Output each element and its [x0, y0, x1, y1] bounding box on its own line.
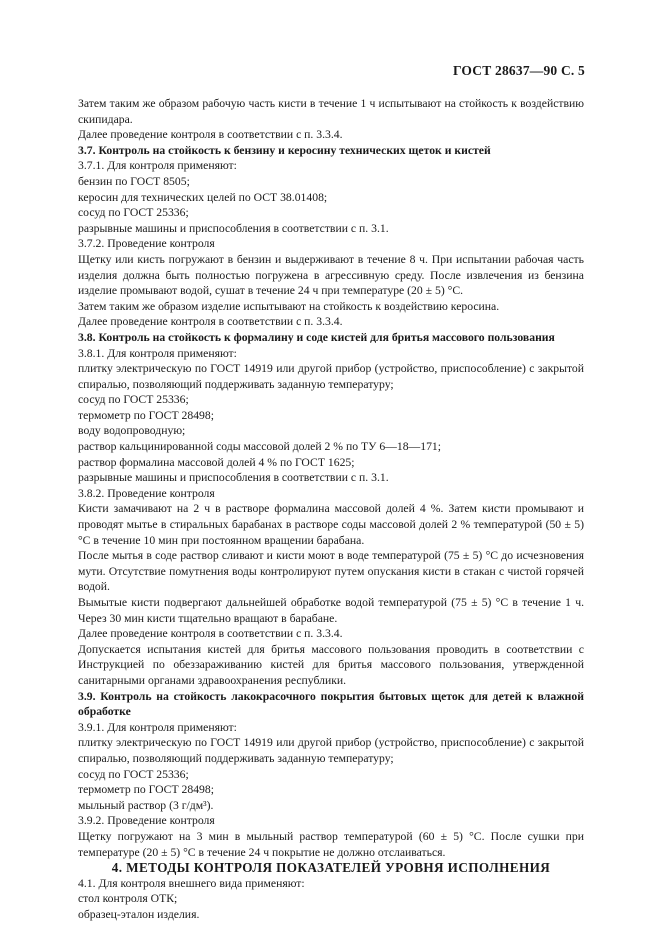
list-item: раствор формалина массовой долей 4 % по ГОСТ 1625; [78, 455, 355, 469]
chapter-heading-4: 4. МЕТОДЫ КОНТРОЛЯ ПОКАЗАТЕЛЕЙ УРОВНЯ ИСПОЛНЕНИЯ [111, 860, 551, 876]
document-body [78, 96, 584, 922]
paragraph: Затем таким же образом рабочую часть кисти в течение 1 ч испытывают на стойкость к воздействию скипидара. [78, 97, 584, 126]
list-item: сосуд по ГОСТ 25336; [78, 393, 189, 407]
paragraph: Щетку погружают на 3 мин в мыльный раствор температурой (60 ± 5) °С. После сушки при температуре (20 ± 5) °С в течение 24 ч покрытие не должно отслаиваться. [78, 829, 584, 859]
paragraph: Затем таким же образом изделие испытывают на стойкость к воздействию керосина. [78, 299, 500, 313]
list-item: термометр по ГОСТ 28498; [78, 783, 214, 797]
subsection-heading: 3.8.2. Проведение контроля [78, 486, 215, 500]
paragraph: Далее проведение контроля в соответствии с п. 3.3.4. [78, 128, 343, 142]
subsection-heading: 3.7.2. Проведение контроля [78, 237, 215, 251]
paragraph: Далее проведение контроля в соответствии с п. 3.3.4. [78, 627, 343, 641]
list-item: плитку электрическую по ГОСТ 14919 или другой прибор (устройство, приспособление) с закрытой спиралью, позволяющий поддерживать заданную температуру; [78, 736, 584, 765]
list-item: бензин по ГОСТ 8505; [78, 174, 190, 188]
subsection-heading: 3.8.1. Для контроля применяют: [78, 346, 237, 360]
subsection-heading: 3.9.2. Проведение контроля [78, 814, 215, 828]
paragraph: Кисти замачивают на 2 ч в растворе формалина массовой долей 4 %. Затем кисти промывают и проводят мытье в стиральных барабанах в растворе соды массовой долей 2 % температурой (50 ± 5) °С в течение 10 мин при постоянном вращении барабана. [78, 502, 584, 547]
list-item: образец-эталон изделия. [78, 907, 200, 921]
list-item: раствор кальцинированной соды массовой долей 2 % по ТУ 6—18—171; [78, 440, 442, 454]
paragraph: Вымытые кисти подвергают дальнейшей обработке водой температурой (75 ± 5) °С в течение 1 ч. Через 30 мин кисти тщательно вращают в барабане. [78, 596, 584, 625]
page-header: ГОСТ 28637—90 С. 5 [452, 63, 585, 78]
subsection-heading: 3.9.1. Для контроля применяют: [78, 720, 237, 734]
subsection-heading: 3.7.1. Для контроля применяют: [78, 159, 237, 173]
paragraph: Далее проведение контроля в соответствии с п. 3.3.4. [78, 315, 343, 329]
list-item: плитку электрическую по ГОСТ 14919 или другой прибор (устройство, приспособление) с закрытой спиралью, позволяющий поддерживать заданную температуру; [78, 362, 584, 391]
paragraph: После мытья в соде раствор сливают и кисти моют в воде температурой (75 ± 5) °С до исчезновения мути. Отсутствие помутнения воды контролируют путем опускания кисти в стакан с чистой горячей водой. [78, 549, 584, 594]
section-heading-3-9: 3.9. Контроль на стойкость лакокрасочного покрытия бытовых щеток для детей к влажной обработке [78, 689, 584, 719]
list-item: термометр по ГОСТ 28498; [78, 408, 214, 422]
paragraph: Щетку или кисть погружают в бензин и выдерживают в течение 8 ч. При испытании рабочая часть изделия должна быть полностью погружена в агрессивную среду. После извлечения из бензина изделие промывают водой, сушат в течение 24 ч при температуре (20 ± 5) °С. [78, 252, 584, 298]
list-item: сосуд по ГОСТ 25336; [78, 767, 189, 781]
subsection-heading: 4.1. Для контроля внешнего вида применяют: [78, 876, 305, 890]
list-item: стол контроля ОТК; [78, 892, 178, 906]
section-heading-3-7: 3.7. Контроль на стойкость к бензину и керосину технических щеток и кистей [78, 143, 491, 157]
list-item: мыльный раствор (3 г/дм³). [78, 798, 214, 812]
section-heading-3-8: 3.8. Контроль на стойкость к формалину и соде кистей для бритья массового пользования [78, 330, 555, 344]
list-item: разрывные машины и приспособления в соответствии с п. 3.1. [78, 221, 389, 235]
list-item: воду водопроводную; [78, 424, 186, 438]
list-item: сосуд по ГОСТ 25336; [78, 206, 189, 220]
list-item: керосин для технических целей по ОСТ 38.01408; [78, 190, 328, 204]
paragraph: Допускается испытания кистей для бритья массового пользования проводить в соответствии с Инструкцией по обеззараживанию кистей для бритья массового пользования, утвержденной санитарными органами здравоохранения республики. [78, 642, 584, 687]
list-item: разрывные машины и приспособления в соответствии с п. 3.1. [78, 471, 389, 485]
